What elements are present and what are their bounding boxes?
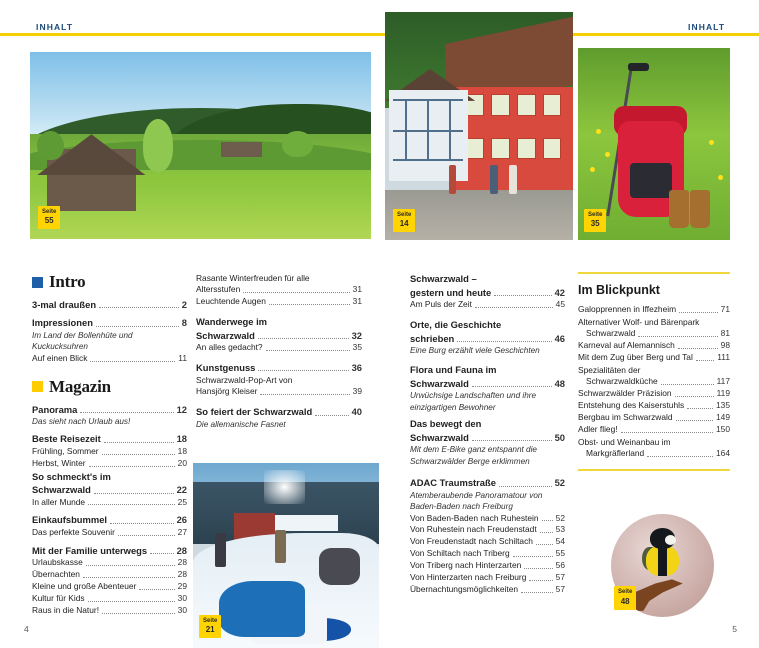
- entry-page: 28: [176, 544, 187, 556]
- entry-label-wrap: Das bewegt den: [410, 418, 482, 430]
- toc-entry[interactable]: [578, 328, 730, 340]
- entry-page: 31: [352, 296, 362, 307]
- leader-dots: [94, 493, 174, 494]
- sun-glare: [264, 470, 305, 503]
- entry-page: 57: [555, 584, 565, 595]
- entry-label: 3-mal draußen: [32, 299, 97, 310]
- entry-page: 98: [720, 340, 730, 351]
- leader-dots: [258, 338, 349, 339]
- badge-word: Seite: [397, 211, 412, 218]
- entry-subtitle: Urwüchsige Landschaften und ihre: [410, 391, 537, 401]
- toc-entry[interactable]: [410, 548, 565, 560]
- toc-entry[interactable]: [32, 513, 187, 526]
- entry-page: 18: [176, 433, 187, 445]
- entry-page: 27: [177, 526, 187, 537]
- entry-subtitle: Baden-Baden nach Freiburg: [410, 502, 513, 512]
- entry-page: 8: [181, 317, 187, 329]
- entry-page: 50: [554, 431, 565, 443]
- entry-label: Schwarzwald: [410, 431, 469, 443]
- entry-label: Von Hinterzarten nach Freiburg: [410, 572, 527, 583]
- toc-entry[interactable]: [578, 376, 730, 388]
- leader-dots: [499, 486, 552, 487]
- entry-label: Altersstufen: [196, 284, 241, 295]
- toc-entry[interactable]: [32, 432, 187, 445]
- toc-entry[interactable]: [410, 476, 565, 489]
- leader-dots: [638, 336, 717, 337]
- toc-column-1: [32, 272, 187, 617]
- entry-subtitle: Das sieht nach Urlaub aus!: [32, 416, 131, 426]
- toc-entry[interactable]: [32, 353, 187, 365]
- entry-page: 45: [555, 298, 565, 309]
- entry-page: 111: [717, 351, 730, 362]
- toc-entry[interactable]: [32, 557, 187, 569]
- page-badge-48[interactable]: [614, 586, 636, 610]
- leader-dots: [679, 312, 718, 313]
- entry-label: An alles gedacht?: [196, 342, 263, 352]
- entry-label-wrap: Alternativer Wolf- und Bärenpark: [578, 316, 700, 327]
- leader-dots: [621, 432, 713, 433]
- toc-entry[interactable]: [32, 581, 187, 593]
- entry-label: Schwarzwald: [32, 484, 91, 496]
- leader-dots: [687, 408, 713, 409]
- entry-page: 22: [176, 484, 187, 496]
- spacer: [410, 467, 565, 471]
- toc-entry[interactable]: [32, 605, 187, 617]
- toc-entry[interactable]: [410, 560, 565, 572]
- entry-label: Übernachten: [32, 569, 80, 580]
- child-sitting: [319, 548, 360, 585]
- leader-dots: [88, 601, 175, 602]
- entry-page: 71: [720, 304, 730, 314]
- flower: [709, 140, 714, 145]
- entry-page: 52: [554, 477, 565, 489]
- leader-dots: [472, 386, 552, 387]
- blue-square-icon: [32, 277, 43, 288]
- toc-entry[interactable]: [410, 536, 565, 548]
- leader-dots: [258, 370, 348, 371]
- entry-label: Von Ruhestein nach Freudenstadt: [410, 524, 537, 535]
- page-badge-14[interactable]: [393, 209, 415, 233]
- entry-label: In aller Munde: [32, 496, 86, 507]
- entry-label: Mit der Familie unterwegs: [32, 544, 148, 556]
- flower: [596, 129, 601, 134]
- entry-label: Hansjörg Kleiser: [196, 386, 258, 397]
- leader-dots: [647, 456, 713, 457]
- leader-dots: [696, 360, 714, 361]
- toc-entry[interactable]: [578, 340, 730, 352]
- toc-entry[interactable]: [578, 352, 730, 364]
- entry-label: Auf einen Blick: [32, 352, 88, 363]
- window: [491, 138, 510, 160]
- leader-dots: [676, 420, 714, 421]
- leader-dots: [536, 544, 553, 545]
- toc-entry[interactable]: [578, 400, 730, 412]
- section-title-magazin: [32, 377, 187, 397]
- entry-page: 81: [720, 328, 730, 339]
- entry-subtitle: Mit dem E-Bike ganz entspannt die: [410, 445, 537, 455]
- entry-label: Bergbau im Schwarzwald: [578, 411, 673, 422]
- photo-black-forest-farmhouse: [30, 52, 371, 239]
- entry-label: Von Triberg nach Hinterzarten: [410, 560, 522, 571]
- toc-entry[interactable]: [32, 403, 187, 416]
- toc-entry[interactable]: [32, 446, 187, 458]
- entry-page: 46: [554, 332, 565, 344]
- entry-label: Am Puls der Zeit: [410, 298, 472, 309]
- entry-page: 54: [555, 536, 565, 547]
- entry-label: gestern und heute: [410, 286, 492, 298]
- entry-page: 31: [352, 284, 362, 295]
- entry-label: Von Schiltach nach Triberg: [410, 548, 510, 559]
- entry-label-wrap: Flora und Fauna im: [410, 364, 497, 376]
- entry-page: 55: [555, 548, 565, 559]
- spacer: [410, 311, 565, 318]
- entry-subtitle: einzigartigen Bewohner: [410, 402, 496, 412]
- toc-entry[interactable]: [32, 527, 187, 539]
- entry-label-wrap: Spezialitäten der: [578, 364, 641, 375]
- toc-entry[interactable]: [578, 424, 730, 436]
- person: [275, 530, 286, 563]
- entry-page: 149: [716, 411, 730, 422]
- header-label-right: INHALT: [688, 22, 726, 32]
- section-title-intro: [32, 272, 187, 292]
- section-label: Intro: [49, 272, 86, 291]
- entry-page: 26: [176, 514, 187, 526]
- spacer: [196, 308, 362, 315]
- timber-beam: [393, 159, 462, 161]
- window: [543, 94, 562, 116]
- entry-page: 12: [176, 403, 187, 415]
- bird-breast-stripe: [658, 545, 666, 576]
- toc-column-4-blickpunkt: [578, 272, 730, 471]
- badge-word: Seite: [203, 617, 218, 624]
- toc-entry[interactable]: [196, 329, 362, 342]
- entry-page: 117: [716, 376, 730, 387]
- entry-page: 18: [177, 445, 187, 456]
- entry-page: 119: [716, 387, 730, 398]
- leader-dots: [513, 556, 553, 557]
- entry-page: 53: [555, 524, 565, 535]
- trekking-pole-handle: [628, 63, 649, 71]
- spacer: [196, 354, 362, 361]
- entry-label: Schwarzwald: [586, 328, 636, 339]
- badge-word: Seite: [42, 208, 57, 215]
- leader-dots: [99, 307, 179, 308]
- entry-label: Schwarzwald: [410, 377, 469, 389]
- leader-dots: [315, 415, 348, 416]
- leader-dots: [88, 504, 175, 505]
- entry-label: Karneval auf Alemannisch: [578, 340, 675, 351]
- entry-label-wrap: Rasante Winterfreuden für alle: [196, 273, 310, 283]
- toc-entry[interactable]: [196, 386, 362, 398]
- toc-entry[interactable]: [410, 377, 565, 390]
- blickpunkt-rule-top: [578, 272, 730, 274]
- backpack-pocket: [630, 163, 673, 198]
- toc-entry[interactable]: [578, 412, 730, 424]
- toc-entry[interactable]: [196, 342, 362, 354]
- pedestrian: [449, 165, 457, 195]
- toc-entry[interactable]: [32, 593, 187, 605]
- toc-entry[interactable]: [578, 448, 730, 460]
- entry-label: Urlaubskasse: [32, 557, 83, 568]
- entry-page: 32: [351, 329, 362, 341]
- section-label: Magazin: [49, 376, 111, 396]
- badge-word: Seite: [588, 211, 603, 218]
- page-number-right: 5: [732, 624, 737, 634]
- toc-entry[interactable]: [578, 388, 730, 400]
- entry-page: 28: [177, 569, 187, 580]
- entry-label: Übernachtungsmöglichkeiten: [410, 584, 519, 595]
- timber-post: [427, 99, 429, 159]
- leader-dots: [269, 304, 350, 305]
- leader-dots: [89, 466, 175, 467]
- toc-entry[interactable]: [410, 584, 565, 596]
- leader-dots: [678, 348, 718, 349]
- entry-page: 48: [554, 377, 565, 389]
- entry-subtitle: Eine Burg erzählt viele Geschichten: [410, 345, 540, 355]
- entry-label: Galopprennen in Iffezheim: [578, 304, 677, 314]
- entry-page: 36: [351, 361, 362, 373]
- entry-page: 150: [716, 423, 730, 434]
- toc-entry[interactable]: [32, 497, 187, 509]
- entry-page: 39: [352, 386, 362, 397]
- window: [543, 138, 562, 160]
- entry-label-wrap[interactable]: So schmeckt's im: [32, 470, 111, 482]
- entry-page: 2: [181, 299, 187, 310]
- photo-winter-sledding: [193, 463, 379, 648]
- entry-label: Von Baden-Baden nach Ruhestein: [410, 512, 539, 523]
- entry-label: Entstehung des Kaiserstuhls: [578, 399, 685, 410]
- entry-label: So feiert der Schwarzwald: [196, 406, 313, 418]
- page-number-left: 4: [24, 624, 29, 634]
- child-blue-jacket: [219, 581, 305, 637]
- entry-label: Frühling, Sommer: [32, 445, 99, 456]
- entry-label: ADAC Traumstraße: [410, 477, 496, 489]
- badge-page: 48: [620, 596, 630, 606]
- distant-farm: [221, 142, 262, 157]
- spacer: [410, 356, 565, 363]
- entry-page: 57: [555, 572, 565, 583]
- entry-label: Schwarzwaldküche: [586, 376, 658, 387]
- header-label-left: INHALT: [36, 22, 74, 32]
- leader-dots: [118, 535, 175, 536]
- entry-subtitle: Die allemanische Fasnet: [196, 419, 286, 429]
- birch-tree: [143, 119, 174, 171]
- entry-label: Panorama: [32, 403, 78, 415]
- entry-label: Mit dem Zug über Berg und Tal: [578, 351, 693, 362]
- leader-dots: [524, 568, 552, 569]
- toc-entry[interactable]: [196, 361, 362, 374]
- entry-page: 56: [555, 560, 565, 571]
- photo-hiking-backpack: [578, 48, 730, 240]
- leader-dots: [457, 341, 551, 342]
- entry-label-wrap[interactable]: Wanderwege im: [196, 316, 268, 328]
- toc-entry[interactable]: [410, 286, 565, 299]
- toc-column-3: [410, 272, 565, 596]
- badge-page: 35: [590, 219, 600, 228]
- entry-label: Von Freudenstadt nach Schiltach: [410, 536, 533, 547]
- toc-entry[interactable]: [196, 284, 362, 296]
- toc-entry[interactable]: [32, 458, 187, 470]
- entry-label: Adler flieg!: [578, 423, 618, 434]
- entry-label-wrap: Schwarzwald –: [410, 273, 477, 284]
- entry-page: 40: [351, 406, 362, 418]
- hiking-boot: [690, 190, 710, 228]
- entry-label: Kunstgenuss: [196, 361, 256, 373]
- leader-dots: [104, 442, 174, 443]
- badge-page: 55: [44, 216, 54, 225]
- toc-entry[interactable]: [410, 299, 565, 311]
- toc-entry[interactable]: [32, 569, 187, 581]
- leader-dots: [266, 350, 350, 351]
- toc-column-2: [196, 272, 362, 430]
- leader-dots: [475, 307, 553, 308]
- entry-label: Markgräflerland: [586, 447, 645, 458]
- toc-entry[interactable]: [32, 316, 187, 329]
- pedestrian: [490, 165, 498, 195]
- window: [517, 94, 536, 116]
- toc-entry[interactable]: [410, 572, 565, 584]
- toc-entry[interactable]: [196, 296, 362, 308]
- leader-dots: [110, 523, 174, 524]
- entry-page: 20: [177, 457, 187, 468]
- leader-dots: [521, 592, 553, 593]
- toc-entry[interactable]: [32, 298, 187, 311]
- toc-entry[interactable]: [410, 524, 565, 536]
- flower: [718, 175, 723, 180]
- leader-dots: [540, 532, 553, 533]
- page-badge-55[interactable]: [38, 206, 60, 230]
- bird-cheek-patch: [665, 535, 676, 545]
- entry-subtitle: Atemberaubende Panoramatour von: [410, 490, 543, 500]
- entry-page: 25: [177, 496, 187, 507]
- snow-covered-roof: [275, 515, 338, 532]
- entry-subtitle: Schwarzwälder Berge erklimmen: [410, 456, 530, 466]
- entry-subtitle: Kuckucksuhren: [32, 342, 88, 352]
- entry-page: 11: [178, 352, 187, 363]
- entry-label: Kultur für Kids: [32, 592, 85, 603]
- entry-label-wrap: Orte, die Geschichte: [410, 318, 502, 330]
- entry-label: Einkaufsbummel: [32, 514, 108, 526]
- leader-dots: [96, 326, 179, 327]
- leader-dots: [542, 520, 553, 521]
- entry-page: 52: [555, 512, 565, 523]
- blickpunkt-heading: Im Blickpunkt: [578, 283, 660, 297]
- entry-label: Beste Reisezeit: [32, 433, 101, 445]
- entry-subtitle: Im Land der Bollenhüte und: [32, 330, 133, 340]
- yellow-square-icon: [32, 381, 43, 392]
- entry-label: Kleine und große Abenteuer: [32, 580, 137, 591]
- entry-page: 28: [177, 557, 187, 568]
- timber-post: [405, 99, 407, 159]
- toc-entry[interactable]: [32, 544, 187, 557]
- entry-label-wrap: Obst- und Weinanbau im: [578, 436, 671, 447]
- leader-dots: [139, 589, 174, 590]
- page-badge-35[interactable]: [584, 209, 606, 233]
- leader-dots: [472, 440, 552, 441]
- leader-dots: [102, 613, 175, 614]
- entry-label: Herbst, Winter: [32, 457, 86, 468]
- pedestrian: [509, 165, 517, 195]
- hiking-boot: [669, 190, 689, 228]
- header-rule-left: [0, 33, 380, 36]
- badge-word: Seite: [618, 589, 633, 595]
- leader-dots: [529, 580, 552, 581]
- toc-entry[interactable]: [196, 405, 362, 418]
- spacer: [196, 398, 362, 405]
- toc-entry[interactable]: [410, 431, 565, 444]
- leader-dots: [243, 292, 349, 293]
- toc-entry[interactable]: [32, 483, 187, 496]
- entry-label: Das perfekte Souvenir: [32, 526, 115, 537]
- entry-page: 42: [554, 286, 565, 298]
- timber-post: [449, 99, 451, 159]
- toc-entry[interactable]: [410, 332, 565, 345]
- window: [491, 94, 510, 116]
- window: [517, 138, 536, 160]
- tree: [282, 131, 313, 157]
- badge-page: 14: [399, 219, 409, 228]
- toc-entry[interactable]: [578, 304, 730, 316]
- leader-dots: [83, 577, 175, 578]
- entry-label: Raus in die Natur!: [32, 604, 100, 615]
- leader-dots: [90, 361, 175, 362]
- leader-dots: [102, 454, 175, 455]
- blickpunkt-rule-bottom: [578, 469, 730, 471]
- tree: [37, 131, 64, 161]
- entry-page: 29: [177, 580, 187, 591]
- entry-page: 30: [177, 592, 187, 603]
- person: [215, 533, 226, 566]
- entry-label: Leuchtende Augen: [196, 296, 266, 307]
- leader-dots: [494, 295, 551, 296]
- entry-page: 164: [716, 447, 730, 458]
- entry-label: Schwarzwälder Präzision: [578, 387, 672, 398]
- leader-dots: [150, 553, 173, 554]
- leader-dots: [86, 565, 175, 566]
- entry-label: Impressionen: [32, 317, 93, 329]
- leader-dots: [80, 412, 173, 413]
- toc-entry[interactable]: [410, 513, 565, 525]
- entry-label: Schwarzwald: [196, 329, 255, 341]
- leader-dots: [260, 394, 349, 395]
- page-badge-21[interactable]: [199, 615, 221, 639]
- entry-label: schrieben: [410, 332, 455, 344]
- photo-half-timbered-village: [385, 12, 573, 240]
- entry-page: 35: [352, 342, 362, 352]
- badge-page: 21: [205, 625, 215, 634]
- entry-page: 135: [716, 399, 730, 410]
- leader-dots: [661, 384, 714, 385]
- leader-dots: [675, 396, 714, 397]
- entry-page: 30: [177, 604, 187, 615]
- window: [466, 138, 485, 160]
- entry-label-wrap: Schwarzwald-Pop-Art von: [196, 375, 293, 386]
